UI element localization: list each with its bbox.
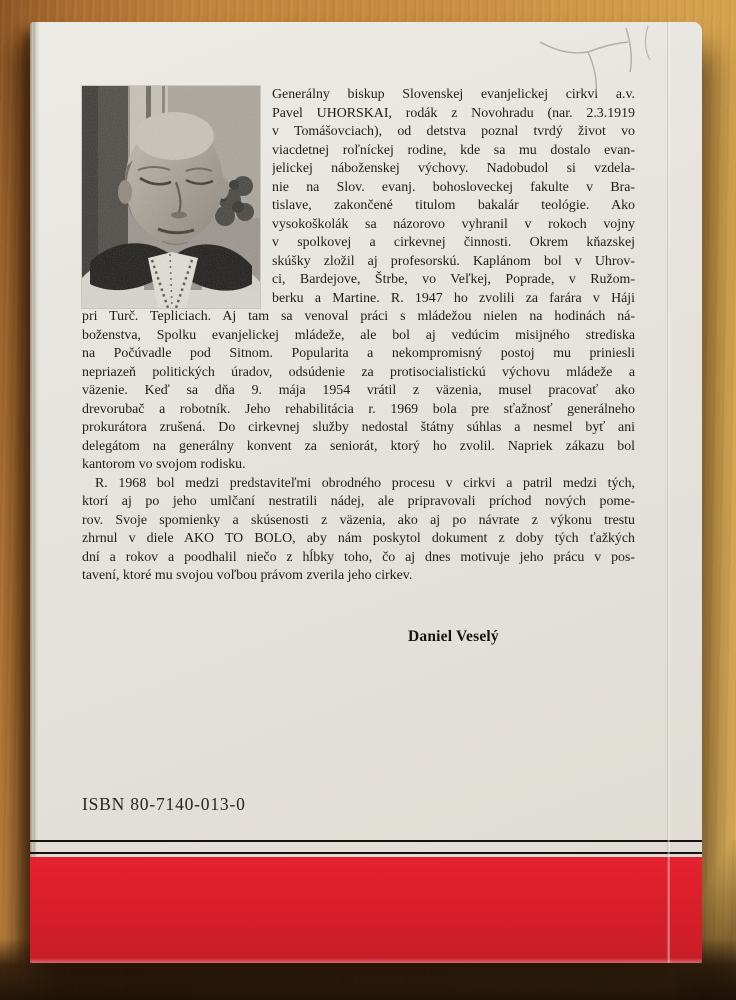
text-line: v spolkovej a cirkevnej činnosti. Okrem kňazskej: [272, 235, 635, 250]
text-line: drevorubač a robotník. Jeho rehabilitácia r. 1969 bola pre sťažnosť generálneho: [82, 401, 635, 417]
text-line: nepriazeň politických úradov, odsúdenie za protisocialistickú výchovu mládeže a: [82, 364, 635, 380]
text-line: prokurátora zrušená. Do cirkevnej služby nedostal štátny súhlas a nesmel byť ani: [82, 420, 635, 435]
text-line: delegátom na generálny konvent za seniorát, ktorý ho zvolil. Napriek zákazu bol: [82, 438, 635, 454]
author-signature: Daniel Veselý: [408, 627, 499, 645]
text-line: Pavel UHORSKAI, rodák z Novohradu (nar. 2.3.1919: [272, 105, 635, 121]
text-line: tavení, ktoré mu svojou voľbou právom zverila jeho cirkev.: [82, 568, 413, 583]
red-band: [30, 857, 702, 963]
text-line: rov. Svoje spomienky a skúsenosti z väzenia, ako aj po návrate z výkonu trestu: [82, 512, 635, 528]
text-line: väzenie. Keď sa dňa 9. mája 1954 vrátil z väzenia, musel pracovať ako: [82, 383, 635, 398]
text-line: vysokoškolák sa názorovo vyhranil v rokoch vojny: [272, 216, 635, 232]
text-line: berku a Martine. R. 1947 ho zvolili za farára v Háji: [272, 290, 635, 306]
book-pages-edge: [30, 22, 39, 963]
text-line: ci, Bardejove, Štrbe, vo Veľkej, Poprade, v Ružom-: [272, 272, 635, 287]
text-line: jelickej náboženskej výchovy. Nadobudol si vzdela-: [272, 161, 635, 176]
text-line: pri Turč. Tepliciach. Aj tam sa venoval práci s mládežou nielen na hodinách ná-: [82, 309, 635, 324]
scratch-marks: [530, 24, 660, 124]
biography-text-block: [82, 86, 635, 646]
text-line: skúšky zložil aj profesorskú. Kaplánom bol v Uhrov-: [272, 253, 635, 269]
text-line: boženstva, Spolku evanjelickej mládeže, ale bol aj vedúcim misijného strediska: [82, 327, 635, 343]
text-line: na Počúvadle pod Sitnom. Popularita a nekompromisný postoj mu priniesli: [82, 346, 635, 361]
book-back-cover: [30, 22, 702, 963]
text-line: zhrnul v diele AKO TO BOLO, aby nám poskytol dokument z doby tých ťažkých: [82, 531, 635, 546]
divider-rule-top: [30, 840, 702, 842]
isbn-text: ISBN 80-7140-013-0: [82, 794, 246, 814]
portrait-photo: [82, 86, 260, 308]
text-line: R. 1968 bol medzi predstaviteľmi obrodného procesu v cirkvi a patril medzi tých,: [95, 475, 635, 491]
text-line: viacdetnej roľníckej rodine, kde sa mu dostalo evan-: [272, 142, 635, 158]
text-line: ktorí aj po jeho umlčaní nestratili nádej, ale pripravovali príchod nových pome-: [82, 494, 635, 509]
divider-rule-bottom: [30, 852, 702, 854]
text-line: nie na Slov. evanj. bohosloveckej fakulte v Bra-: [272, 179, 635, 195]
text-line: tislave, zakončené titulom bakalár teológie. Ako: [272, 198, 635, 213]
biography-paragraph-2: [82, 475, 635, 586]
cover-crease-line: [667, 22, 670, 963]
text-line: Generálny biskup Slovenskej evanjelickej cirkvi a.v.: [272, 87, 635, 102]
text-line: dní a rokov a poodhalil niečo z hĺbky toho, čo aj dnes motivuje jeho prácu v pos-: [82, 549, 635, 565]
text-line: kantorom vo svojom rodisku.: [82, 457, 246, 472]
text-line: v Tomášovciach), od detstva poznal tvrdý život vo: [272, 124, 635, 139]
